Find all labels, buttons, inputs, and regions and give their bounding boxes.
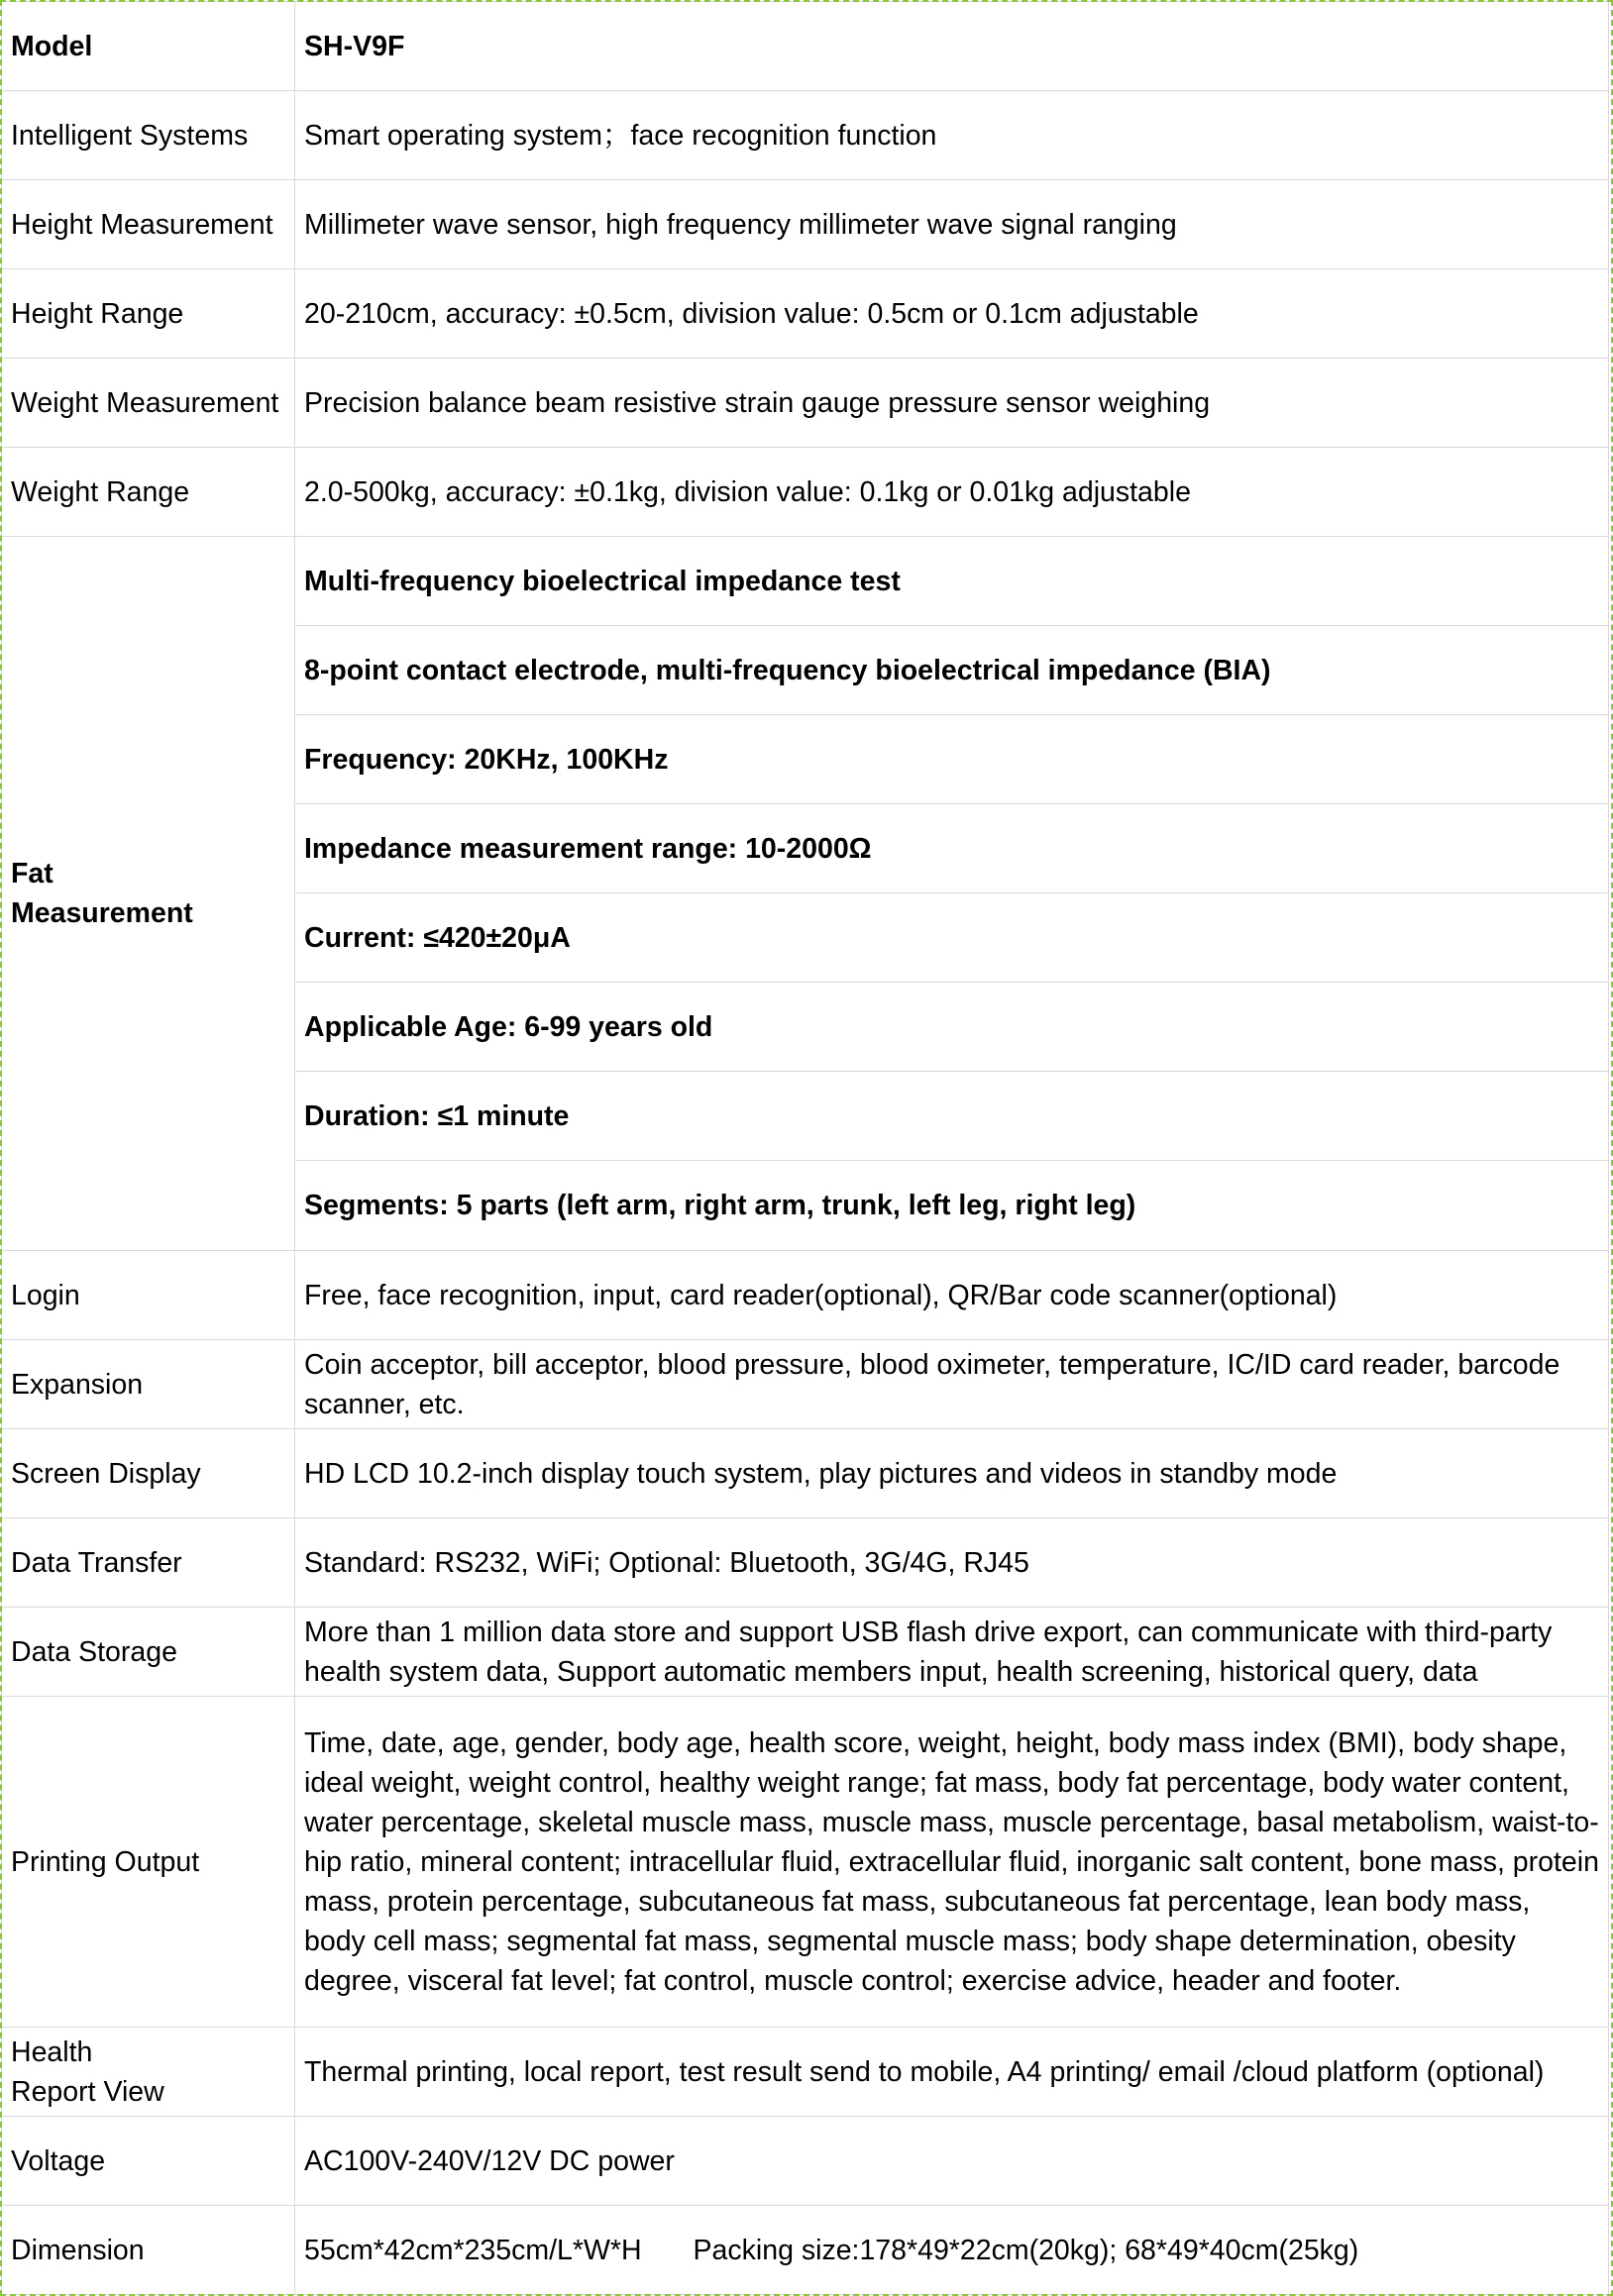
label-height-range: Height Range xyxy=(2,269,295,359)
table-row-model xyxy=(2,2,1609,91)
value-screen-display: HD LCD 10.2-inch display touch system, play pictures and videos in standby mode xyxy=(295,1429,1609,1518)
label-model: Model xyxy=(2,2,295,91)
table-row-height-measurement xyxy=(2,180,1609,269)
table-row-printing-output xyxy=(2,1697,1609,2028)
label-voltage: Voltage xyxy=(2,2117,295,2206)
value-weight-measurement: Precision balance beam resistive strain gauge pressure sensor weighing xyxy=(295,359,1609,448)
table-row-dimension xyxy=(2,2206,1609,2295)
label-intelligent-systems: Intelligent Systems xyxy=(2,91,295,180)
dimension-size: 55cm*42cm*235cm/L*W*H xyxy=(304,2234,642,2266)
table-row-health-report-view xyxy=(2,2028,1609,2117)
label-data-transfer: Data Transfer xyxy=(2,1518,295,1608)
spec-table xyxy=(1,1,1609,2295)
label-health-report-view xyxy=(2,2028,295,2117)
label-data-storage: Data Storage xyxy=(2,1608,295,1697)
fat-item: Duration: ≤1 minute xyxy=(295,1072,1608,1161)
label-fat-line1: Fat xyxy=(11,858,54,889)
value-data-transfer: Standard: RS232, WiFi; Optional: Bluetooth, 3G/4G, RJ45 xyxy=(295,1518,1609,1608)
dimension-packing: Packing size:178*49*22cm(20kg); 68*49*40cm(25kg) xyxy=(693,2234,1359,2266)
label-fat-measurement xyxy=(2,537,295,1251)
value-printing-output: Time, date, age, gender, body age, health score, weight, height, body mass index (BMI), body shape, ideal weight, weight control, healthy weight range; fat mass, body fat percentage, body water content, water percentage, skeletal muscle mass, muscle mass, muscle percentage, basal metabolism, waist-to-hip ratio, mineral content; intracellular fluid, extracellular fluid, inorganic salt content, bone mass, protein mass, protein percentage, subcutaneous fat mass, subcutaneous fat percentage, lean body mass, body cell mass; segmental fat mass, segmental muscle mass; body shape determination, obesity degree, visceral fat level; fat control, muscle control; exercise advice, header and footer. xyxy=(295,1697,1609,2028)
value-expansion: Coin acceptor, bill acceptor, blood pressure, blood oximeter, temperature, IC/ID card reader, barcode scanner, etc. xyxy=(295,1340,1609,1429)
value-health-report-view: Thermal printing, local report, test result send to mobile, A4 printing/ email /cloud platform (optional) xyxy=(295,2028,1609,2117)
fat-item: Segments: 5 parts (left arm, right arm, trunk, left leg, right leg) xyxy=(304,1190,1136,1221)
table-row-expansion xyxy=(2,1340,1609,1429)
value-weight-range: 2.0-500kg, accuracy: ±0.1kg, division value: 0.1kg or 0.01kg adjustable xyxy=(295,448,1609,537)
fat-item: Multi-frequency bioelectrical impedance test xyxy=(295,537,1608,626)
label-expansion: Expansion xyxy=(2,1340,295,1429)
table-row-voltage xyxy=(2,2117,1609,2206)
table-row-intelligent-systems xyxy=(2,91,1609,180)
table-row-login xyxy=(2,1251,1609,1340)
label-weight-range: Weight Range xyxy=(2,448,295,537)
table-row-height-range xyxy=(2,269,1609,359)
value-height-measurement: Millimeter wave sensor, high frequency millimeter wave signal ranging xyxy=(295,180,1609,269)
value-fat-measurement xyxy=(295,537,1609,1251)
table-row-data-transfer xyxy=(2,1518,1609,1608)
label-weight-measurement: Weight Measurement xyxy=(2,359,295,448)
table-row-data-storage xyxy=(2,1608,1609,1697)
value-intelligent-systems: Smart operating system；face recognition function xyxy=(295,91,1609,180)
label-health-line2: Report View xyxy=(11,2075,164,2108)
table-row-weight-measurement xyxy=(2,359,1609,448)
value-dimension xyxy=(295,2206,1609,2295)
fat-item: 8-point contact electrode, multi-frequency bioelectrical impedance (BIA) xyxy=(295,626,1608,715)
label-health-line1: Health xyxy=(11,2035,93,2068)
label-height-measurement: Height Measurement xyxy=(2,180,295,269)
value-model: SH-V9F xyxy=(295,2,1609,91)
table-row-screen-display xyxy=(2,1429,1609,1518)
value-login: Free, face recognition, input, card reader(optional), QR/Bar code scanner(optional) xyxy=(295,1251,1609,1340)
fat-item: Current: ≤420±20μA xyxy=(295,893,1608,983)
label-printing-output: Printing Output xyxy=(2,1697,295,2028)
value-height-range: 20-210cm, accuracy: ±0.5cm, division value: 0.5cm or 0.1cm adjustable xyxy=(295,269,1609,359)
label-fat-line2: Measurement xyxy=(11,897,193,929)
label-login: Login xyxy=(2,1251,295,1340)
value-data-storage: More than 1 million data store and support USB flash drive export, can communicate with third-party health system data, Support automatic members input, health screening, historical query, data xyxy=(295,1608,1609,1697)
value-voltage: AC100V-240V/12V DC power xyxy=(295,2117,1609,2206)
fat-item: Impedance measurement range: 10-2000Ω xyxy=(295,804,1608,893)
table-row-fat-measurement xyxy=(2,537,1609,1251)
label-dimension: Dimension xyxy=(2,2206,295,2295)
fat-items-list xyxy=(295,537,1608,1250)
fat-item: Applicable Age: 6-99 years old xyxy=(295,983,1608,1072)
label-screen-display: Screen Display xyxy=(2,1429,295,1518)
table-row-weight-range xyxy=(2,448,1609,537)
fat-item: Frequency: 20KHz, 100KHz xyxy=(295,715,1608,804)
